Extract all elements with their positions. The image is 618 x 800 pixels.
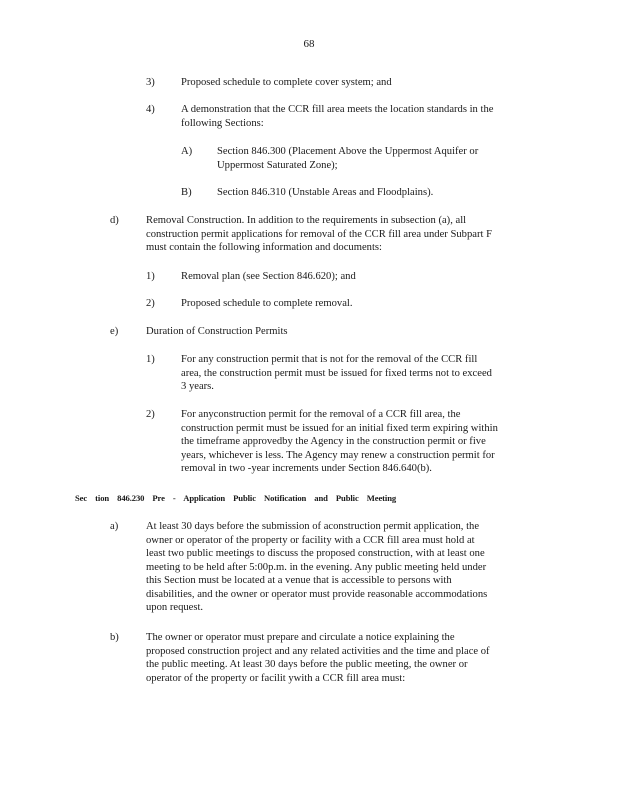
item-c3-label: 3)	[146, 77, 155, 88]
page-number: 68	[303, 38, 315, 50]
item-d-text: Removal Construction. In addition to the requirements in subsection (a), all construction permit applications for removal of the CCR fill area under Subpart F must contain the following information and documents:	[146, 215, 492, 253]
item-c4A-text: Section 846.300 (Placement Above the Uppermost Aquifer or Uppermost Saturated Zone);	[217, 146, 479, 171]
item-c4-text: A demonstration that the CCR fill area meets the location standards in the following Sections:	[181, 104, 494, 129]
item-e-text: Duration of Construction Permits	[146, 326, 288, 337]
section-heading: Sec tion 846.230 Pre - Application Public Notification and Public Meeting	[75, 493, 397, 503]
section-a-label: a)	[110, 521, 119, 532]
section-b-label: b)	[110, 632, 119, 643]
item-d2-label: 2)	[146, 298, 155, 309]
item-e2-text: For anyconstruction permit for the removal of a CCR fill area, the construction permit must be issued for an initial fixed term expiring within the timeframe approvedby the Agency in the construction permit or five years, whichever is less. The Agency may renew a construction permit for removal in two -year increments under Section 846.640(b).	[181, 409, 498, 474]
section-a-text: At least 30 days before the submission of aconstruction permit application, the owner or operator of the property or facility with a CCR fill area must hold at least two public meetings to discuss the proposed construction, with at least one meeting to be held after 5:00p.m. in the evening. Any public meeting held under this Section must be located at a venue that is accessible to persons with disabilities, and the owner or operator must provide reasonable accommodations upon request.	[146, 521, 488, 613]
item-d1-text: Removal plan (see Section 846.620); and	[181, 271, 356, 282]
item-e1-label: 1)	[146, 354, 155, 365]
item-d-label: d)	[110, 215, 119, 226]
item-c4B-label: B)	[181, 187, 192, 198]
item-c3-text: Proposed schedule to complete cover system; and	[181, 77, 392, 88]
section-b-text: The owner or operator must prepare and circulate a notice explaining the proposed construction project and any related activities and the time and place of the public meeting. At least 30 days before the public meeting, the owner or operator of the property or facilit ywith a CCR fill area must:	[146, 632, 490, 684]
item-e-label: e)	[110, 326, 119, 337]
item-d1-label: 1)	[146, 271, 155, 282]
item-c4B-text: Section 846.310 (Unstable Areas and Floodplains).	[217, 187, 434, 198]
item-c4A-label: A)	[181, 146, 193, 157]
item-c4-label: 4)	[146, 104, 155, 115]
item-d2-text: Proposed schedule to complete removal.	[181, 298, 353, 309]
item-e2-label: 2)	[146, 409, 155, 420]
item-e1-text: For any construction permit that is not for the removal of the CCR fill area, the construction permit must be issued for fixed terms not to exceed 3 years.	[181, 354, 492, 392]
